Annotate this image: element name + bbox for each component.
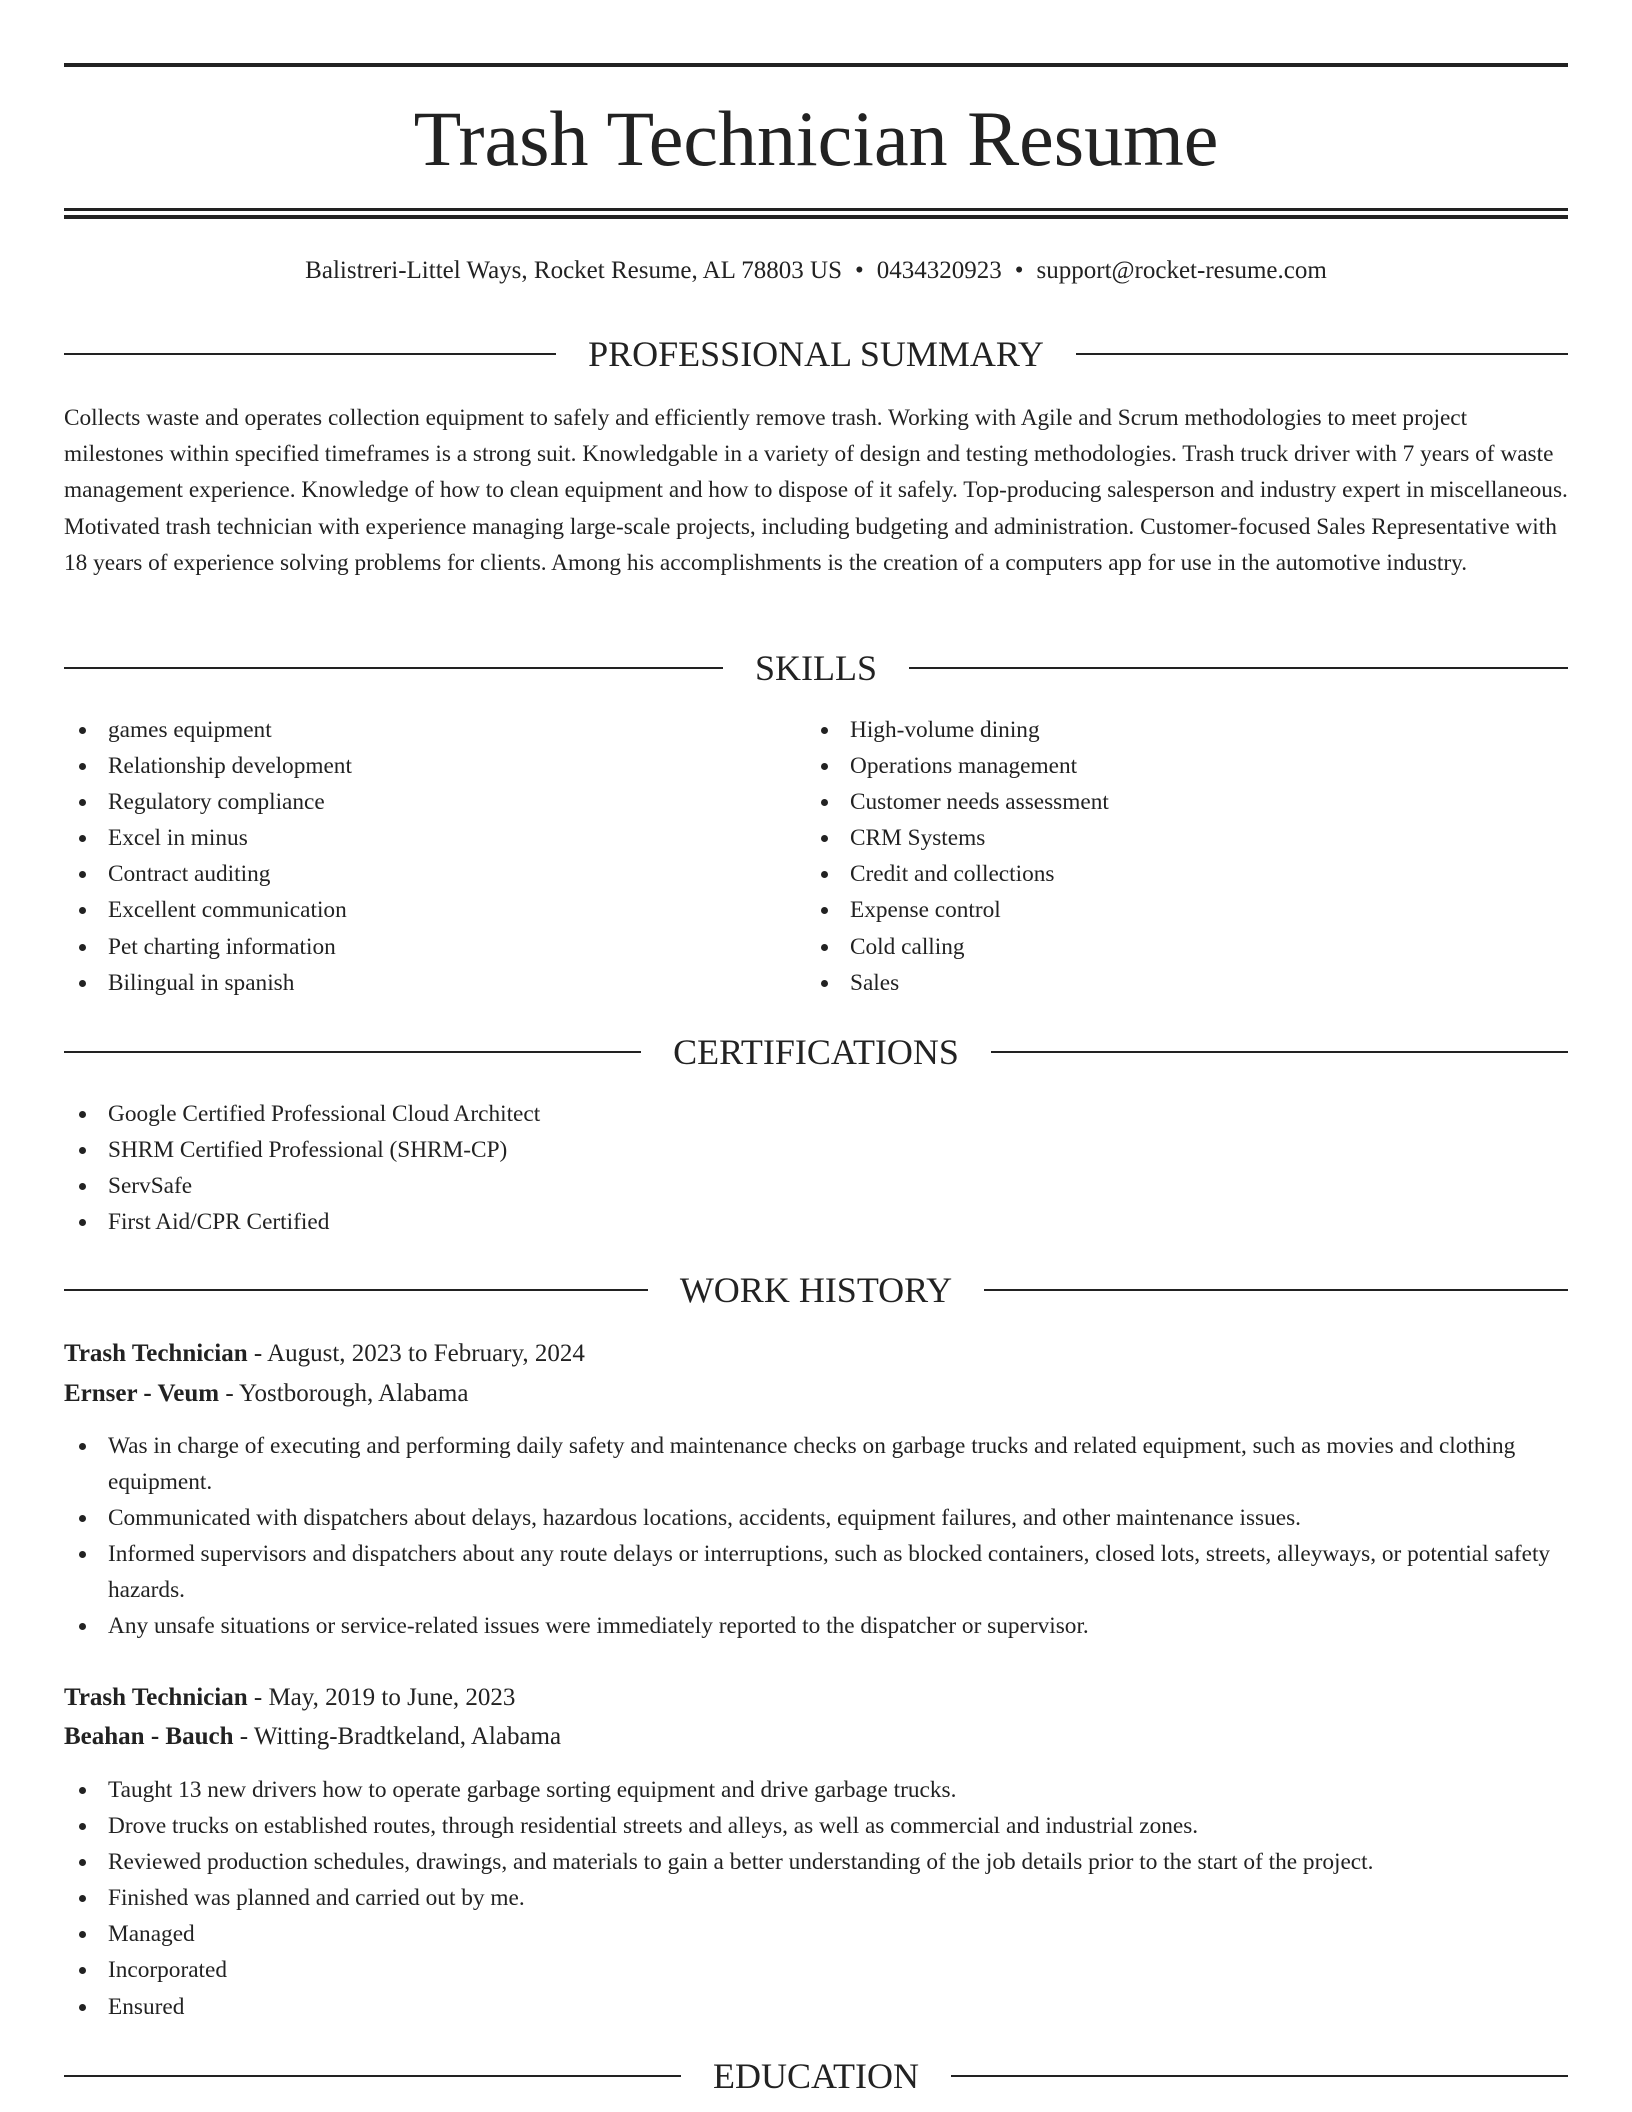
skill-item: Regulatory compliance [64,784,806,820]
skill-item: Expense control [806,892,1568,928]
job-bullet: Taught 13 new drivers how to operate garbage sorting equipment and drive garbage trucks. [64,1772,1568,1808]
skills-heading-label: SKILLS [755,648,878,688]
contact-separator: • [854,257,864,284]
skill-item: Sales [806,965,1568,1001]
work-history-heading-label: WORK HISTORY [679,1270,953,1310]
skill-item: Excellent communication [64,892,806,928]
heading-rule-right [984,1289,1568,1291]
certifications-heading [64,1030,1568,1074]
job-title: Trash Technician [64,1340,248,1367]
job-company-line [64,1376,1568,1412]
job-dates: - August, 2023 to February, 2024 [247,1340,585,1367]
summary-heading [64,332,1568,376]
skill-item: Credit and collections [806,856,1568,892]
heading-rule-left [64,1289,648,1291]
certification-item: First Aid/CPR Certified [64,1204,1568,1240]
heading-rule-left [64,1051,641,1053]
skills-list-left [64,712,806,1001]
certifications-heading-label: CERTIFICATIONS [673,1032,959,1072]
header-top-rule [64,63,1568,67]
job-bullet: Incorporated [64,1952,1568,1988]
certification-item: ServSafe [64,1168,1568,1204]
skill-item: Bilingual in spanish [64,965,806,1001]
job-bullet: Ensured [64,1989,1568,2025]
job-location: - Yostborough, Alabama [219,1380,469,1407]
skill-item: Operations management [806,748,1568,784]
summary-text: Collects waste and operates collection equipment to safely and efficiently remove trash. Working with Agile and Scrum methodologies to meet project milestones within specified timeframes is a strong suit. Knowledgable in a variety of design and testing methodologies. Trash truck driver with 7 years of waste management experience. Knowledge of how to clean equipment and how to dispose of it safely. Top-producing salesperson and industry expert in miscellaneous. Motivated trash technician with experience managing large-scale projects, including budgeting and administration. Customer-focused Sales Representative with 18 years of experience solving problems for clients. Among his accomplishments is the creation of a computers app for use in the automotive industry. [64,405,1568,576]
job-company: Ernser - Veum [64,1380,220,1407]
job-title-line [64,1336,1568,1372]
contact-separator: • [1014,257,1024,284]
heading-rule-right [1076,353,1568,355]
job-title: Trash Technician [64,1684,248,1711]
job-bullet: Any unsafe situations or service-related issues were immediately reported to the dispatcher or supervisor. [64,1608,1568,1644]
certifications-list [64,1096,1568,1240]
heading-rule-right [909,667,1568,669]
skill-item: CRM Systems [806,820,1568,856]
work-history-heading [64,1268,1568,1312]
contact-email: support@rocket-resume.com [1036,257,1327,284]
job-company-line [64,1719,1568,1755]
job-bullet: Communicated with dispatchers about delays, hazardous locations, accidents, equipment failures, and other maintenance issues. [64,1500,1568,1536]
heading-rule-left [64,353,556,355]
job-bullets [64,1428,1568,1645]
job-bullet: Informed supervisors and dispatchers about any route delays or interruptions, such as blocked containers, closed lots, streets, alleyways, or potential safety hazards. [64,1536,1568,1608]
job-bullet: Finished was planned and carried out by me. [64,1880,1568,1916]
job-bullet: Managed [64,1916,1568,1952]
certification-item: SHRM Certified Professional (SHRM-CP) [64,1132,1568,1168]
job-company: Beahan - Bauch [64,1723,234,1750]
job-bullets [64,1772,1568,2025]
header-bottom-rule [64,208,1568,211]
certification-item: Google Certified Professional Cloud Architect [64,1096,1568,1132]
education-heading-label: EDUCATION [713,2056,919,2096]
job-dates: - May, 2019 to June, 2023 [247,1684,516,1711]
job-bullet: Reviewed production schedules, drawings, and materials to gain a better understanding of the job details prior to the start of the project. [64,1844,1568,1880]
job-bullet: Was in charge of executing and performing daily safety and maintenance checks on garbage trucks and related equipment, such as movies and clothing equipment. [64,1428,1568,1500]
skills-list-right [806,712,1568,1001]
skill-item: High-volume dining [806,712,1568,748]
summary-heading-label: PROFESSIONAL SUMMARY [588,334,1044,374]
contact-line [64,255,1568,287]
heading-rule-right [951,2075,1568,2077]
education-heading [64,2054,1568,2098]
job-title-line [64,1680,1568,1716]
header-bottom-rule-2 [64,215,1568,219]
skill-item: Customer needs assessment [806,784,1568,820]
skill-item: games equipment [64,712,806,748]
contact-phone: 0434320923 [876,257,1002,284]
skill-item: Pet charting information [64,929,806,965]
heading-rule-right [991,1051,1568,1053]
resume-title: Trash Technician Resume [413,95,1219,182]
heading-rule-left [64,2075,681,2077]
skills-heading [64,646,1568,690]
skill-item: Contract auditing [64,856,806,892]
job-bullet: Drove trucks on established routes, through residential streets and alleys, as well as commercial and industrial zones. [64,1808,1568,1844]
heading-rule-left [64,667,723,669]
skill-item: Relationship development [64,748,806,784]
job-location: - Witting-Bradtkeland, Alabama [233,1723,562,1750]
skill-item: Cold calling [806,929,1568,965]
contact-address: Balistreri-Littel Ways, Rocket Resume, AL 78803 US [305,257,842,284]
skill-item: Excel in minus [64,820,806,856]
